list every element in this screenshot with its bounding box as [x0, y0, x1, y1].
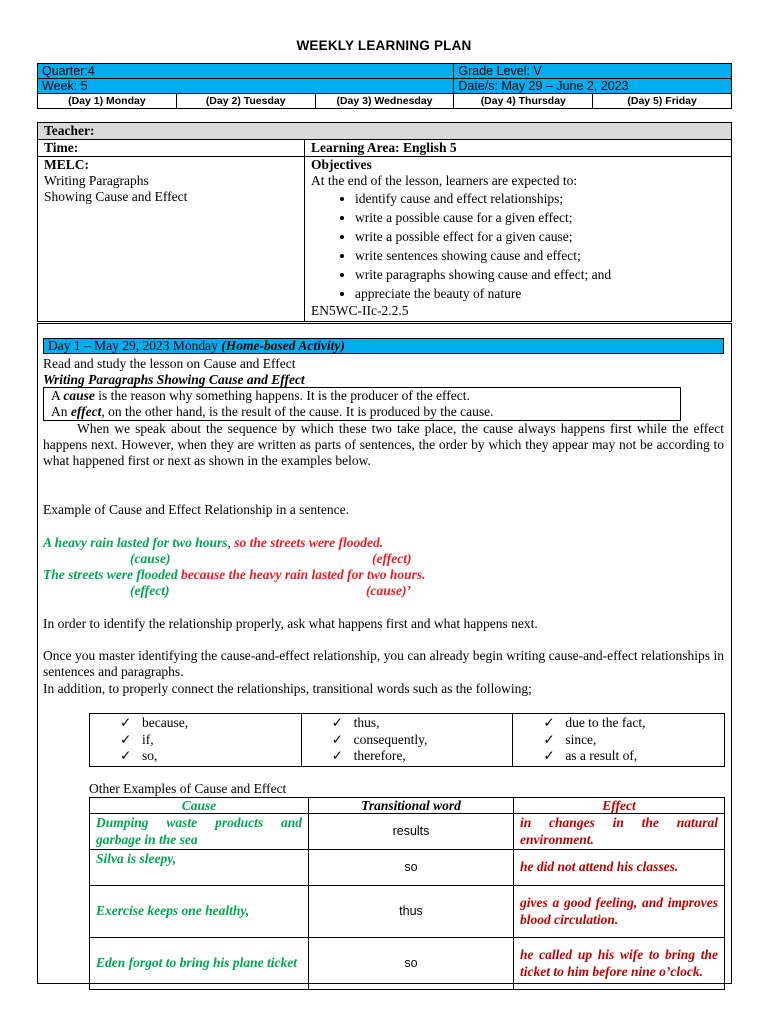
list-item: [120, 732, 301, 749]
text-span: A: [51, 388, 64, 403]
objectives-cell: [305, 157, 732, 322]
objective-item: • write a possible effect for a given cause;: [355, 227, 725, 246]
day-5-cell: (Day 5) Friday: [593, 94, 732, 109]
cause-term: cause: [63, 388, 95, 403]
transitional-word-header: Transitional word: [309, 798, 514, 814]
example-1-cause-label: (cause): [130, 551, 171, 566]
objectives-intro: At the end of the lesson, learners are expected to:: [311, 173, 578, 188]
effect-header: Effect: [514, 798, 725, 814]
list-item: [543, 715, 724, 732]
example-1-effect: so the streets were flooded.: [234, 535, 384, 550]
objective-item: • write a possible cause for a given effect;: [355, 208, 725, 227]
day1-heading-tag: (Home-based Activity): [221, 338, 345, 353]
check-icon: ✓: [331, 715, 343, 730]
check-icon: ✓: [120, 731, 132, 747]
list-item: [543, 748, 724, 765]
effect-term: effect: [70, 404, 102, 419]
learning-area-cell: Learning Area: English 5: [305, 140, 732, 157]
text-span: is the reason why something happens. It is the producer of the effect.: [94, 388, 470, 403]
word-text: thus,: [353, 715, 380, 730]
list-item: [543, 732, 724, 749]
teacher-info-table: [37, 122, 732, 322]
competency-code: EN5WC-IIc-2.2.5: [311, 303, 409, 318]
check-icon: ✓: [543, 731, 555, 747]
dates-cell: Date/s: May 29 – June 2, 2023: [454, 79, 732, 94]
identify-paragraph: In order to identify the relationship properly, ask what happens first and what happens next.: [43, 616, 538, 631]
teacher-cell: Teacher:: [38, 123, 732, 140]
quarter-cell: Quarter:4: [38, 64, 454, 79]
example-2-effect-label: (effect): [130, 583, 170, 598]
melc-line-1: Writing Paragraphs: [44, 173, 149, 188]
effect-cell: he did not attend his classes.: [514, 850, 725, 886]
check-icon: ✓: [543, 715, 555, 730]
example-2-effect: The streets were flooded: [43, 567, 181, 582]
cause-definition: [51, 388, 732, 404]
cause-effect-table: [89, 797, 725, 990]
cause-cell: Eden forgot to bring his plane ticket: [90, 938, 309, 990]
word-cell: results: [309, 814, 514, 850]
effect-cell: in changes in the natural environment.: [514, 814, 725, 850]
other-examples-title: Other Examples of Cause and Effect: [89, 781, 287, 796]
objective-item: • write sentences showing cause and effect;: [355, 246, 725, 265]
word-text: therefore,: [353, 748, 406, 763]
example-2-cause-label: (cause)’: [366, 583, 411, 598]
week-cell: Week: 5: [38, 79, 454, 94]
day-2-cell: (Day 2) Tuesday: [176, 94, 315, 109]
objectives-list: [311, 189, 725, 303]
objective-item: • appreciate the beauty of nature: [355, 284, 725, 303]
check-icon: ✓: [331, 748, 343, 763]
words-column-2: [301, 714, 513, 767]
word-cell: so: [309, 938, 514, 990]
list-item: [332, 732, 513, 749]
cause-header: Cause: [90, 798, 309, 814]
melc-label: MELC:: [44, 157, 89, 172]
plan-header-table: [37, 63, 732, 109]
example-1-cause: A heavy rain lasted for two hours: [43, 535, 228, 550]
cause-cell: Silva is sleepy,: [90, 850, 309, 886]
example-1-effect-label: (effect): [372, 551, 412, 566]
word-text: if,: [142, 731, 154, 747]
list-item: [120, 748, 301, 765]
effect-cell: he called up his wife to bring the ticket to him before nine o’clock.: [514, 938, 725, 990]
example-intro: Example of Cause and Effect Relationship in a sentence.: [43, 502, 350, 517]
melc-cell: [38, 157, 305, 322]
day1-heading-band: [43, 338, 724, 354]
cause-cell: Exercise keeps one healthy,: [90, 886, 309, 938]
word-text: as a result of,: [565, 748, 638, 763]
word-cell: thus: [309, 886, 514, 938]
word-text: consequently,: [353, 731, 428, 747]
check-icon: ✓: [331, 731, 343, 747]
word-text: because,: [142, 715, 189, 730]
effect-definition: [51, 404, 732, 420]
effect-cell: gives a good feeling, and improves blood circulation.: [514, 886, 725, 938]
melc-line-2: Showing Cause and Effect: [44, 189, 188, 204]
day-1-cell: (Day 1) Monday: [38, 94, 177, 109]
check-icon: ✓: [120, 748, 132, 763]
text-span: ,: [227, 535, 235, 550]
list-item: [120, 715, 301, 732]
example-1: [43, 535, 724, 551]
objective-item: • identify cause and effect relationships;: [355, 189, 725, 208]
example-2-cause: because the heavy rain lasted for two hours.: [180, 567, 426, 582]
page-title: WEEKLY LEARNING PLAN: [296, 38, 472, 53]
grade-cell: Grade Level: V: [454, 64, 732, 79]
words-column-1: [90, 714, 302, 767]
check-icon: ✓: [120, 715, 132, 730]
words-column-3: [513, 714, 725, 767]
list-item: [332, 715, 513, 732]
word-text: so,: [142, 748, 158, 763]
text-span: , on the other hand, is the result of the cause. It is produced by the cause.: [101, 404, 494, 419]
word-text: due to the fact,: [565, 715, 646, 730]
transitional-paragraph: In addition, to properly connect the relationships, transitional words such as the following;: [43, 681, 532, 696]
lesson-title: Writing Paragraphs Showing Cause and Effect: [43, 372, 305, 387]
day1-heading: Day 1 – May 29, 2023 Monday: [48, 338, 222, 353]
master-paragraph: Once you master identifying the cause-and-effect relationship, you can already begin writing cause-and-effect relationships in sentences and paragraphs.: [43, 648, 724, 680]
example-2: [43, 567, 724, 583]
word-cell: so: [309, 850, 514, 886]
objectives-label: Objectives: [311, 157, 372, 172]
list-item: [332, 748, 513, 765]
day-4-cell: (Day 4) Thursday: [454, 94, 593, 109]
text-span: An: [51, 404, 71, 419]
cause-cell: Dumping waste products and garbage in the sea: [90, 814, 309, 850]
sequence-paragraph: When we speak about the sequence by which these two take place, the cause always happens first while the effect happens next. However, when they are written as parts of sentences, the order by which they appear may not be according to what happened first or next as shown in the examples below.: [43, 421, 724, 469]
transitional-words-table: [89, 713, 725, 767]
read-instruction: Read and study the lesson on Cause and Effect: [43, 356, 296, 371]
time-cell: Time:: [38, 140, 305, 157]
day-3-cell: (Day 3) Wednesday: [315, 94, 454, 109]
word-text: since,: [565, 731, 597, 747]
objective-item: • write paragraphs showing cause and effect; and: [355, 265, 725, 284]
check-icon: ✓: [543, 748, 555, 763]
